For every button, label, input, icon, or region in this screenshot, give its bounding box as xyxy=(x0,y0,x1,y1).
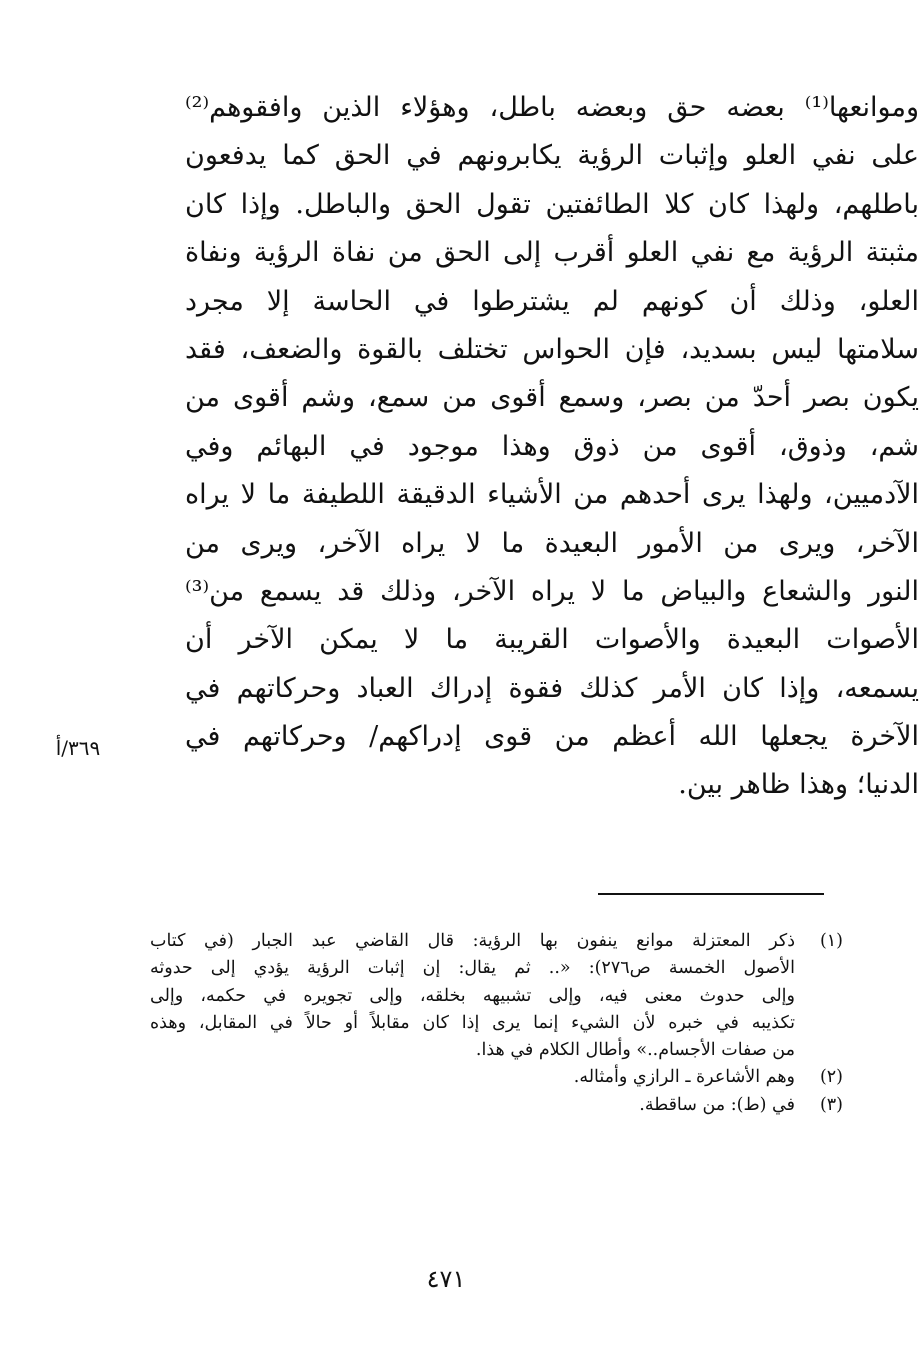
manuscript-folio-marker: ٣٦٩/أ xyxy=(55,736,101,760)
page-number: ٤٧١ xyxy=(426,1265,466,1293)
footnote-number: (٣) xyxy=(819,1094,843,1115)
main-line-12: الأصوات البعيدة والأصوات القريبة ما لا يمكن الآخر أن xyxy=(185,624,919,656)
main-line-15: الدنيا؛ وهذا ظاهر بين. xyxy=(678,769,919,801)
main-line-9: الآدميين، ولهذا يرى أحدهم من الأشياء الدقيقة اللطيفة ما لا يراه xyxy=(185,479,919,511)
footnote-line: وهم الأشاعرة ـ الرازي وأمثاله. xyxy=(573,1067,795,1088)
main-line-3: باطلهم، ولهذا كان كلا الطائفتين تقول الحق والباطل. وإذا كان xyxy=(185,188,919,220)
main-line-8: شم، وذوق، أقوى من ذوق وهذا موجود في البهائم وفي xyxy=(185,430,919,462)
main-line-4: مثبتة الرؤية مع نفي العلو أقرب إلى الحق من نفاة الرؤية ونفاة xyxy=(185,237,919,269)
main-line-7: يكون بصر أحدّ من بصر، وسمع أقوى من سمع، وشم أقوى من xyxy=(185,382,919,414)
main-line-2: على نفي العلو وإثبات الرؤية يكابرونهم في الحق كما يدفعون xyxy=(185,140,919,172)
footnote-line: من صفات الأجسام..» وأطال الكلام في هذا. xyxy=(475,1040,795,1061)
footnote-number: (١) xyxy=(819,931,843,951)
footnote-line: في (ط): من ساقطة. xyxy=(639,1094,795,1115)
main-line-1: وموانعها⁽¹⁾ بعضه حق وبعضه باطل، وهؤلاء الذين وافقوهم⁽²⁾ xyxy=(185,92,919,123)
footnote-line: تكذيبه في خبره لأن الشيء إنما يرى إذا كان مقابلاً أو حالاً في المقابل، وهذه xyxy=(150,1012,795,1033)
footnote-2 xyxy=(150,1064,843,1091)
main-line-14: الآخرة يجعلها الله أعظم من قوى إدراكهم/ وحركاتهم في xyxy=(185,721,919,753)
main-line-6: سلامتها ليس بسديد، فإن الحواس تختلف بالقوة والضعف، فقد xyxy=(185,333,919,365)
footnote-3 xyxy=(150,1092,843,1119)
footnote-number: (٢) xyxy=(819,1067,843,1088)
footnote-1 xyxy=(150,928,843,1064)
footnote-line: وإلى حدوث معنى فيه، وإلى تشبيهه بخلقه، وإلى تجويره في حكمه، وإلى xyxy=(150,985,795,1006)
footnote-line: ذكر المعتزلة موانع ينفون بها الرؤية: قال القاضي عبد الجبار (في كتاب xyxy=(150,931,795,951)
main-line-10: الآخر، ويرى من الأمور البعيدة ما لا يراه الآخر، ويرى من xyxy=(185,527,919,559)
main-line-13: يسمعه، وإذا كان الأمر كذلك فقوة إدراك العباد وحركاتهم في xyxy=(185,672,919,704)
main-line-11: النور والشعاع والبياض ما لا يراه الآخر، وذلك قد يسمع من⁽³⁾ xyxy=(185,575,919,607)
footnote-divider xyxy=(598,893,824,895)
footnotes-block xyxy=(150,928,843,1119)
main-line-5: العلو، وذلك أن كونهم لم يشترطوا في الحاسة إلا مجرد xyxy=(185,285,919,317)
main-text-block xyxy=(156,84,919,810)
footnote-line: الأصول الخمسة ص٢٧٦): «.. ثم يقال: إن إثبات الرؤية يؤدي إلى حدوثه xyxy=(150,958,795,979)
